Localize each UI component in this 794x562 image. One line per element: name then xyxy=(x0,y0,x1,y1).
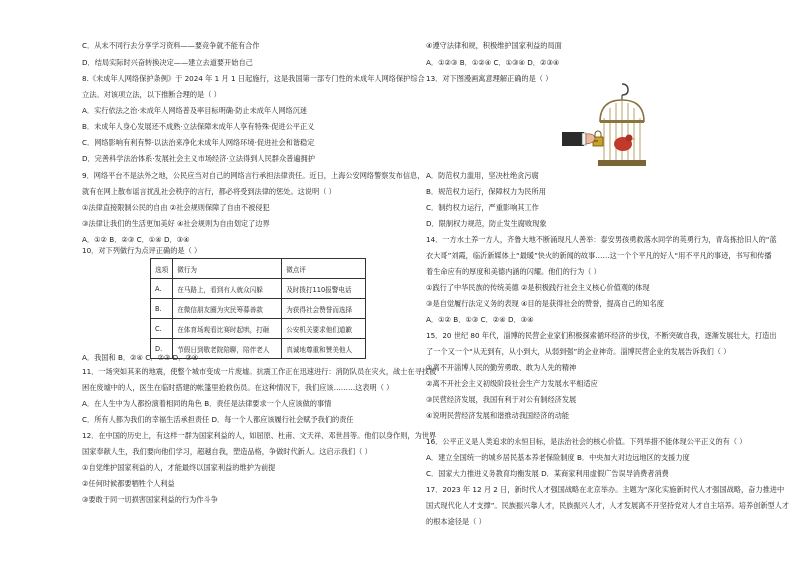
table-cell: 公安机关要求他们道歉 xyxy=(282,319,366,339)
q12-statement-2: ②任何时候都要牺牲个人利益 xyxy=(82,479,175,488)
q13-option-d: D．限制权力规范，防止发生腐败现象 xyxy=(426,219,547,228)
q11-options-ab: A．在人生中为人都扮演着相同的角色 B．责任是法律要求一个人应该做的事情 xyxy=(82,399,332,408)
q15-statement-1: ①离不开淄博人民的勤劳勇敢、敢为人先的精神 xyxy=(426,363,577,372)
table-cell: A. xyxy=(151,279,173,299)
table-row xyxy=(151,299,366,319)
table-cell: 真诚地尊重和赞美他人 xyxy=(282,339,366,359)
q9-statements-12: ①法律直接限制公民的自由 ②社会规则保障了自由不被侵犯 xyxy=(82,203,270,212)
table-cell: 在体育场观看比赛时起哄，打砸 xyxy=(173,319,282,339)
q11-stem-line1: 11．一场突如其来的地震，使整个城市变成一片废墟。抗震工作正在迅速进行：消防队员在灾火，战士在寻找被 xyxy=(82,367,437,376)
q9-stem-line2: 就有在网上散布谣言扰乱社会秩序的言行，都必将受到法律的惩处。这说明（ ） xyxy=(82,187,336,196)
table-cell: D. xyxy=(151,339,173,359)
q16-options-cd: C．国家大力推进义务教育均衡发展 D．某商家利用虚假广告误导消费者消费 xyxy=(426,469,669,478)
q13-option-c: C．制约权力运行，严重影响其工作 xyxy=(426,203,539,212)
q15-statement-4: ④说明民营经济发展和谐推动我国经济的动能 xyxy=(426,411,570,420)
q13-option-a: A．防范权力滥用，坚决杜绝贪污腐 xyxy=(426,171,539,180)
q12-statement-1: ①自觉维护国家利益的人，才能最终以国家利益的维护为前提 xyxy=(82,463,276,472)
q8-option-b: B．未成年人身心发展还不成熟·立法保障未成年人享有特殊·促进公平正义 xyxy=(82,122,315,131)
table-cell: B. xyxy=(151,299,173,319)
q13-option-b: B．规范权力运行，保障权力为民所用 xyxy=(426,187,546,196)
q8-option-c: C．网络影响有利有弊·以法治来净化未成年人网络环境·促进社会和谐稳定 xyxy=(82,138,315,147)
q17-stem-line2: 国式现代化人才支撑”。民族振兴靠人才，民族振兴人才，人才发展离不开坚持党对人才自主培养。培养创新型人才 xyxy=(426,501,790,510)
birdcage-with-lock-and-hand-icon xyxy=(560,82,672,172)
q16-options-ab: A．建立全国统一的城乡居民基本养老保险制度 B．中央加大对边远地区的支援力度 xyxy=(426,453,690,462)
q10-choices: A．我国和 B．②④ C．②③ D．③④ xyxy=(82,353,199,362)
q12-statement-3: ③要敢于同一切损害国家利益的行为作斗争 xyxy=(82,495,218,504)
q14-statements-12: ①践行了中华民族的传统美德 ②是积极践行社会主义核心价值观的体现 xyxy=(426,283,650,292)
q15-statement-3: ③民营经济发展，我国有利于对公有制经济发展 xyxy=(426,395,577,404)
q10-table xyxy=(150,258,366,359)
q14-statements-34: ③是自觉履行法定义务的表现 ④目的是获得社会的赞誉，提高自己的知名度 xyxy=(426,299,664,308)
table-cell: 及时拨打110报警电话 xyxy=(282,279,366,299)
table-header-row xyxy=(151,259,366,279)
q14-stem-line2: 衣大哥”刘霞，临沂新媒体上“最暖”快火的新闻的故事……这一个个平凡的好人“用不平凡的事迹，书写和传播 xyxy=(426,251,772,260)
q15-stem-line2: 了一个又一个“从无到有，从小到大，从弱到强”的企业神奇。淄博民营企业的发展告诉我们（ ） xyxy=(426,347,731,356)
q17-stem-line3: 的根本途径是（ ） xyxy=(426,517,486,526)
q15-statement-2: ②离不开社会主义初级阶段社会生产力发展水平相适应 xyxy=(426,379,598,388)
table-header: 微点评 xyxy=(282,259,366,279)
q13-stem: 13．对下图漫画寓意理解正确的是（ ） xyxy=(426,74,553,83)
q14-choices: A．①② B．①③ C．②④ D．③④ xyxy=(426,315,534,324)
table-row xyxy=(151,339,366,359)
q8-stem-line1: 8.《未成年人网络保护条例》于 2024 年 1 月 1 日起施行，这是我国第一部专门性的未成年人网络保护综合 xyxy=(82,74,425,83)
q12-choices: A．①②③ B．①②④ C．①③④ D．②③④ xyxy=(426,58,560,67)
q15-stem-line1: 15．20 世纪 80 年代，淄博的民营企业家们积极探索循环经济的步伐，不断突破自我，逐渐发展壮大，打造出 xyxy=(426,331,777,340)
table-cell: 为获得社会赞誉而选择 xyxy=(282,299,366,319)
q8-option-d: D．完善科学法治体系·发展社会主义市场经济·立法得到人民群众普遍拥护 xyxy=(82,154,315,163)
table-row xyxy=(151,319,366,339)
q9-stem-line1: 9．网络平台不是法外之地，公民应当对自己的网络言行承担法律责任。近日，上海公安网络警察发布信息， xyxy=(82,171,425,180)
table-row xyxy=(151,279,366,299)
q12-stem-line1: 12．在中国的历史上，有这样一群为国家利益的人，如屈原、杜甫、文天祥、邓世昌等。他们以身作则，为世界 xyxy=(82,431,437,440)
q17-stem-line1: 17．2023 年 12 月 2 日，新时代人才强国战略在北京举办。主题为“深化实施新时代人才强国战略，奋力推进中 xyxy=(426,485,785,494)
q14-stem-line3: 着生命应有的厚度和美德内涵的闪耀。他们的行为（ ） xyxy=(426,267,601,276)
table-cell: 在马路上，看到有人就众闪躲 xyxy=(173,279,282,299)
q7-option-d: D．结局实际时兴奋转换决定——建立去道要开始自己 xyxy=(82,58,253,67)
q11-stem-line2: 困在废墟中的人，医生在临时搭建的帐篷里抢救伤员。在这种情况下，我们应该………这表明（ ） xyxy=(82,383,394,392)
q8-option-a: A．实行依法之治·未成年人网络普及率目标明确·防止未成年人网络沉迷 xyxy=(82,106,308,115)
q10-stem: 10．对下列做行为点评正确的是（ ） xyxy=(82,246,202,255)
q9-choices: A．①② B．②③ C．①④ D．③④ xyxy=(82,235,190,244)
q16-stem: 16．公平正义是人类追求的永恒目标，是法治社会的核心价值。下列举措不能体现公平正义的有（ ） xyxy=(426,437,747,446)
q7-option-c: C．从未不同行去分享学习资料——要竞争就不能有合作 xyxy=(82,41,260,50)
q12-statement-4: ④遵守法律和规，积极维护国家利益的局面 xyxy=(426,41,562,50)
q9-statements-34: ③法律让我们的生活更加美好 ④社会规则为自由划定了边界 xyxy=(82,219,270,228)
table-cell: 节假日到敬老院陪聊，陪伴老人 xyxy=(173,339,282,359)
table-header: 选项 xyxy=(151,259,173,279)
table-cell: C. xyxy=(151,319,173,339)
q8-stem-line2: 立法。对该项立法，以下推断合理的是（ ） xyxy=(82,90,221,99)
table-header: 微行为 xyxy=(173,259,282,279)
table-cell: 在微信朋友圈为灾民筹募善款 xyxy=(173,299,282,319)
q11-options-cd: C．所有人都为我们的幸福生活承担责任 D．每一个人都应该履行社会赋予我们的责任 xyxy=(82,415,354,424)
q12-stem-line2: 国家奉献人生，我们要向他们学习，超越自我，塑造品格，争做时代新人。这启示我们（ ） xyxy=(82,447,372,456)
q14-stem-line1: 14．一方水土养一方人，齐鲁大地不断涌现凡人善举：泰安男孩勇救落水同学的英勇行为，青岛拣拾旧人的“蓝 xyxy=(426,235,777,244)
